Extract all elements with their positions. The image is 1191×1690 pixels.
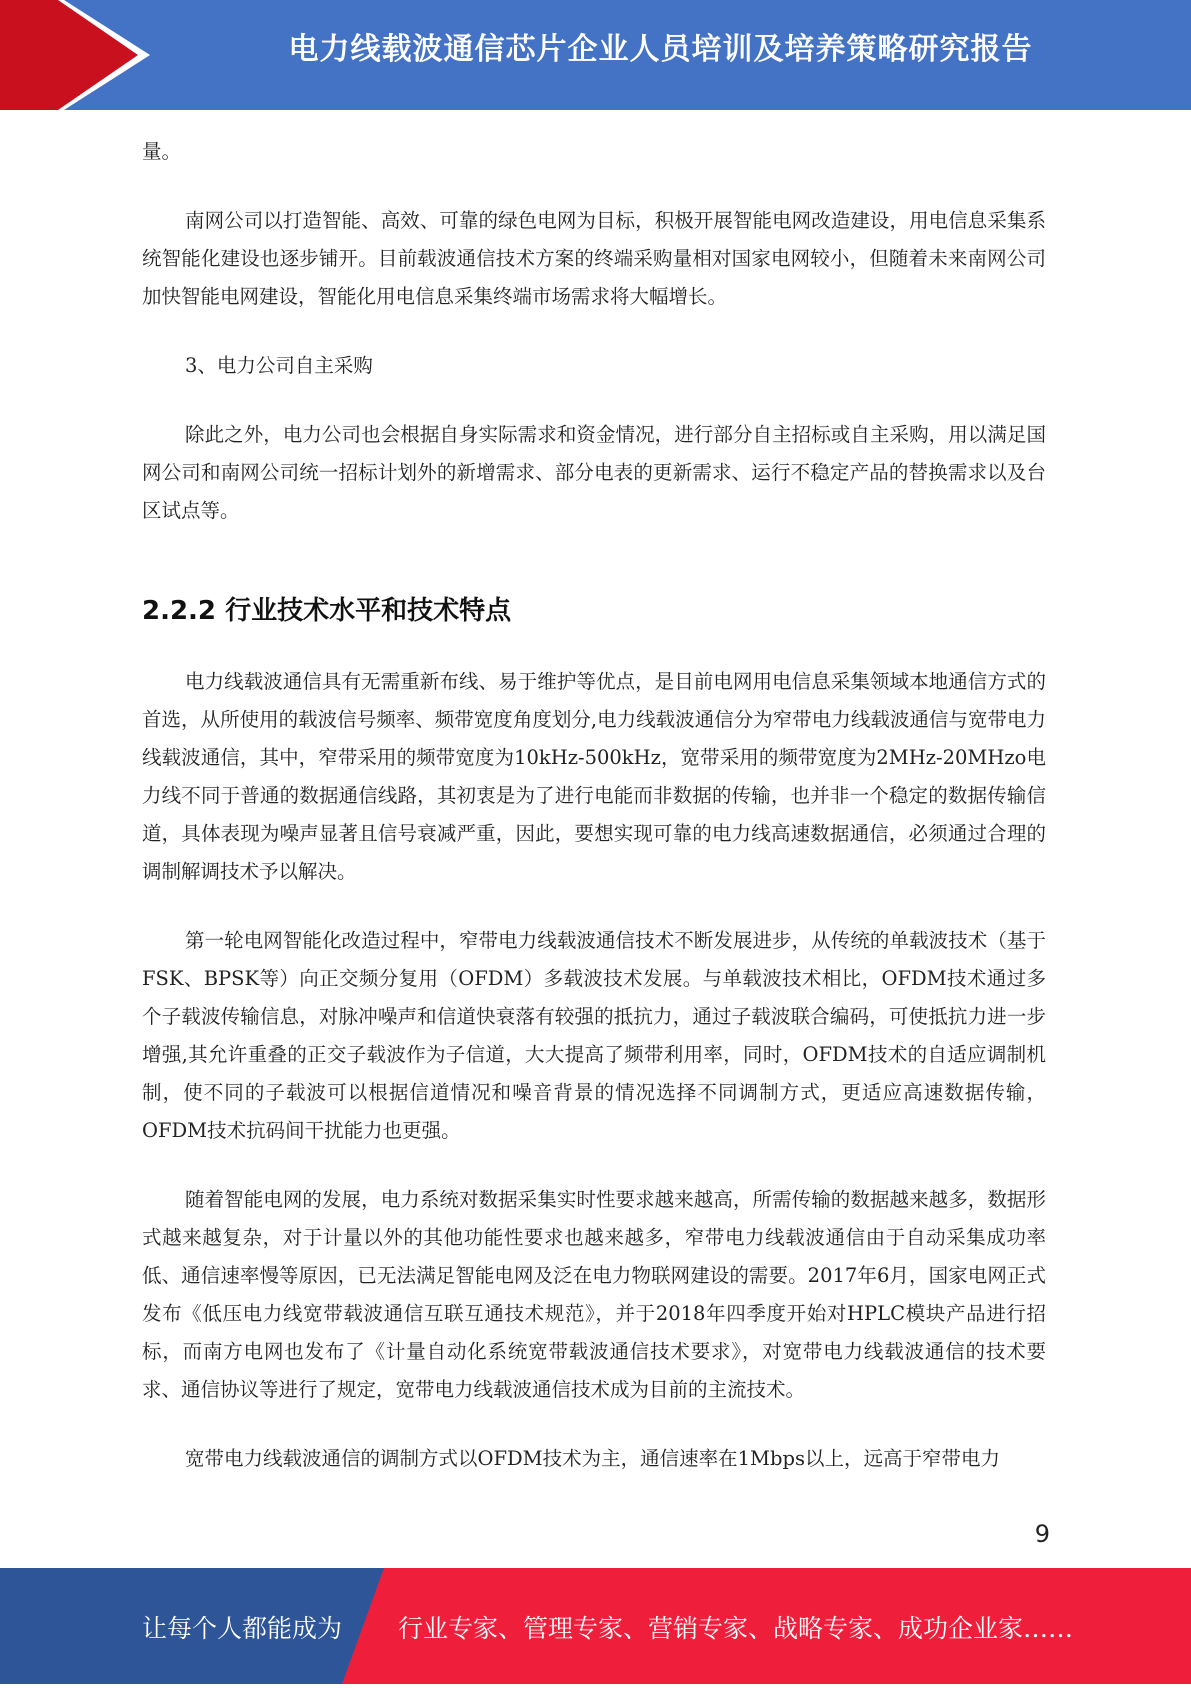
paragraph-broadband: 宽带电力线载波通信的调制方式以OFDM技术为主，通信速率在1Mbps以上，远高于窄带电力	[185, 1447, 1000, 1470]
paragraph-self-purchase: 除此之外，电力公司也会根据自身实际需求和资金情况，进行部分自主招标或自主采购，用以满足国网公司和南网公司统一招标计划外的新增需求、部分电表的更新需求、运行不稳定产品的替换需求以及台区试点等。	[142, 423, 1046, 522]
page-header	[0, 0, 1191, 110]
footer-slogan-right: 行业专家、管理专家、营销专家、战略专家、成功企业家……	[398, 1614, 1074, 1643]
header-title: 电力线载波通信芯片企业人员培训及培养策略研究报告	[288, 32, 1033, 67]
paragraph-continuation: 量。	[142, 140, 182, 163]
footer-slogan-left: 让每个人都能成为	[142, 1614, 343, 1643]
paragraph-subheading-self-purchase: 3、电力公司自主采购	[185, 354, 373, 377]
paragraph-south-grid: 南网公司以打造智能、高效、可靠的绿色电网为目标，积极开展智能电网改造建设，用电信息采集系统智能化建设也逐步铺开。目前载波通信技术方案的终端采购量相对国家电网较小，但随着未来南网公司加快智能电网建设，智能化用电信息采集终端市场需求将大幅增长。	[142, 209, 1046, 308]
page-number: 9	[1034, 1520, 1050, 1548]
paragraph-smart-grid: 随着智能电网的发展，电力系统对数据采集实时性要求越来越高，所需传输的数据越来越多，数据形式越来越复杂，对于计量以外的其他功能性要求也越来越多，窄带电力线载波通信由于自动采集成功率低、通信速率慢等原因，已无法满足智能电网及泛在电力物联网建设的需要。2017年6月，国家电网正式发布《低压电力线宽带载波通信互联互通技术规范》，并于2018年四季度开始对HPLC模块产品进行招标，而南方电网也发布了《计量自动化系统宽带载波通信技术要求》，对宽带电力线载波通信的技术要求、通信协议等进行了规定，宽带电力线载波通信技术成为目前的主流技术。	[142, 1188, 1046, 1401]
section-heading: 2.2.2 行业技术水平和技术特点	[142, 596, 512, 626]
paragraph-plc-overview: 电力线载波通信具有无需重新布线、易于维护等优点，是目前电网用电信息采集领域本地通信方式的首选，从所使用的载波信号频率、频带宽度角度划分,电力线载波通信分为窄带电力线载波通信与宽带电力线载波通信，其中，窄带采用的频带宽度为10kHz-500kHz，宽带采用的频带宽度为2MHz-20MHzo电力线不同于普通的数据通信线路，其初衷是为了进行电能而非数据的传输，也并非一个稳定的数据传输信道，具体表现为噪声显著且信号衰减严重，因此，要想实现可靠的电力线高速数据通信，必须通过合理的调制解调技术予以解决。	[142, 670, 1046, 883]
document-body	[142, 133, 1046, 1478]
page-footer	[0, 1568, 1191, 1684]
paragraph-ofdm: 第一轮电网智能化改造过程中，窄带电力线载波通信技术不断发展进步，从传统的单载波技术（基于FSK、BPSK等）向正交频分复用（OFDM）多载波技术发展。与单载波技术相比，OFDM技术通过多个子载波传输信息，对脉冲噪声和信道快衰落有较强的抵抗力，通过子载波联合编码，可使抵抗力进一步增强,其允许重叠的正交子载波作为子信道，大大提高了频带利用率，同时，OFDM技术的自适应调制机制，使不同的子载波可以根据信道情况和噪音背景的情况选择不同调制方式，更适应高速数据传输，OFDM技术抗码间干扰能力也更强。	[142, 929, 1046, 1142]
